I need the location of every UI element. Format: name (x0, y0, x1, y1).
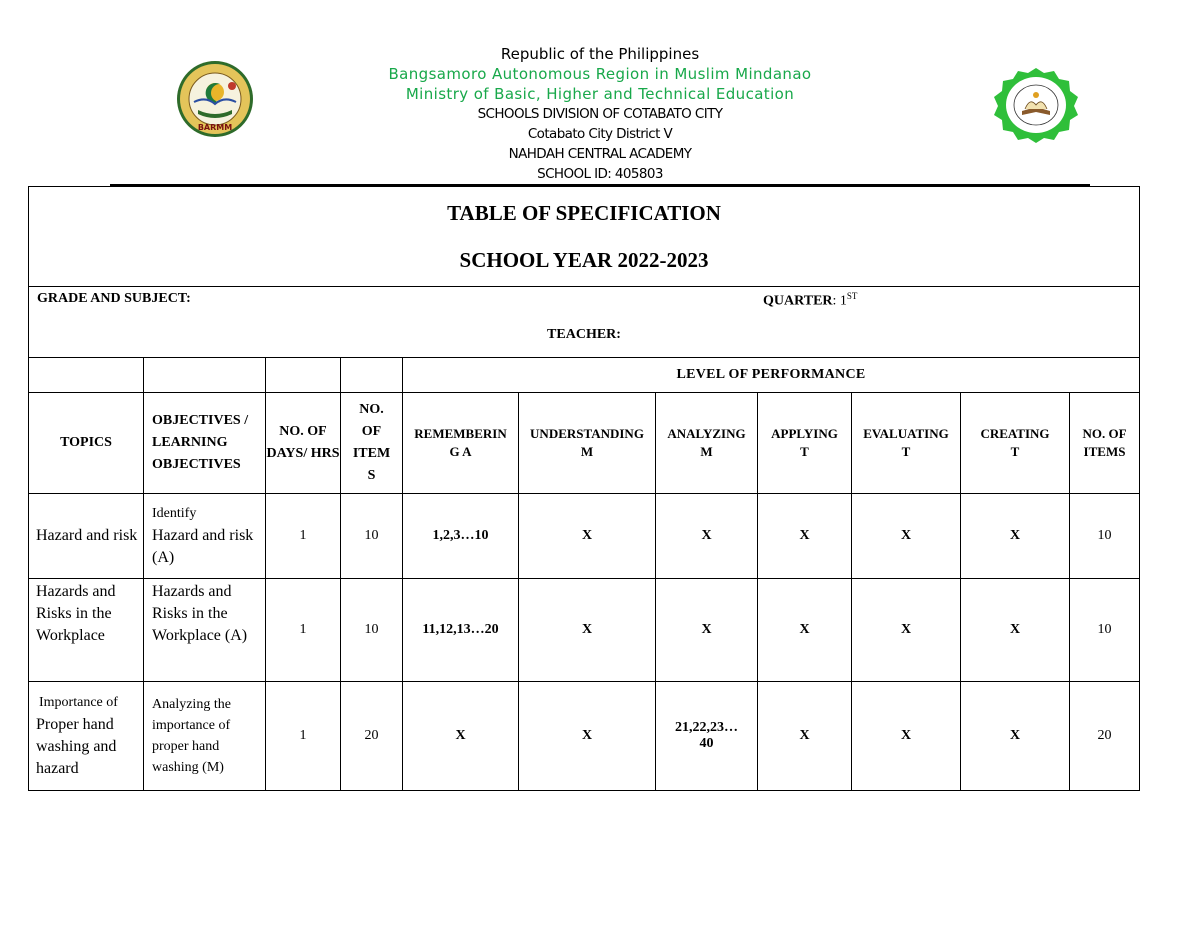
applying-cell: X (758, 682, 852, 791)
header-ministry: Ministry of Basic, Higher and Technical Education (405, 85, 795, 103)
col-header-total-items: NO. OF ITEMS (1070, 393, 1140, 494)
barmm-seal-icon (176, 60, 254, 138)
col-header-evaluating-label: EVALUATING (863, 426, 949, 441)
header-republic: Republic of the Philippines (500, 45, 700, 63)
remembering-cell: 1,2,3…10 (403, 494, 519, 579)
days-cell: 1 (266, 682, 341, 791)
items-cell: 10 (341, 494, 403, 579)
evaluating-cell: X (852, 579, 961, 682)
days-cell: 1 (266, 494, 341, 579)
header-school-name: NAHDAH CENTRAL ACADEMY (508, 146, 692, 162)
remembering-cell: 11,12,13…20 (403, 579, 519, 682)
teacher-label: TEACHER: (547, 327, 621, 342)
evaluating-cell: X (852, 682, 961, 791)
understanding-cell: X (519, 494, 656, 579)
table-row (29, 494, 1140, 579)
document-title: TABLE OF SPECIFICATION (447, 200, 721, 225)
col-header-applying-code: T (800, 444, 809, 459)
table-row (29, 682, 1140, 791)
analyzing-cell: X (656, 579, 758, 682)
topic-cell: Hazard and risk (29, 494, 144, 579)
col-header-objectives: OBJECTIVES / LEARNING OBJECTIVES (144, 393, 266, 494)
col-header-creating-label: CREATING (980, 426, 1050, 441)
creating-cell: X (961, 682, 1070, 791)
title-block (29, 187, 1140, 287)
understanding-cell: X (519, 579, 656, 682)
col-header-analyzing (656, 393, 758, 494)
table-of-specification (28, 186, 1140, 791)
col-header-understanding-label: UNDERSTANDING (530, 426, 644, 441)
table-row (29, 579, 1140, 682)
barmm-seal-text: BARMM (197, 123, 233, 132)
objective-cell (144, 494, 266, 579)
header-region: Bangsamoro Autonomous Region in Muslim Mindanao (388, 65, 812, 83)
col-header-applying (758, 393, 852, 494)
col-header-items-line: ITEM (352, 446, 391, 461)
total-items-cell: 10 (1070, 494, 1140, 579)
col-header-creating-code: T (1010, 444, 1020, 459)
col-header-evaluating (852, 393, 961, 494)
col-header-creating (961, 393, 1070, 494)
col-header-analyzing-code: M (700, 444, 713, 459)
col-header-analyzing-label: ANALYZING (667, 426, 746, 441)
col-header-topics: TOPICS (29, 393, 144, 494)
total-items-cell: 10 (1070, 579, 1140, 682)
blank-cell (144, 358, 266, 393)
col-header-remembering-line: REMEMBERIN (414, 426, 507, 441)
quarter-label: QUARTER (763, 293, 833, 309)
analyzing-cell (656, 682, 758, 791)
header-school-id: SCHOOL ID: 405803 (537, 166, 663, 182)
nahdah-academy-seal-icon (992, 67, 1080, 143)
applying-cell: X (758, 494, 852, 579)
quarter-suffix: ST (846, 291, 858, 301)
days-cell: 1 (266, 579, 341, 682)
objective-cell: Hazards and Risks in the Workplace (A) (144, 579, 266, 682)
grade-subject-label: GRADE AND SUBJECT: (37, 291, 191, 306)
understanding-cell: X (519, 682, 656, 791)
objective-text: Hazard and risk (A) (152, 527, 254, 566)
blank-cell (266, 358, 341, 393)
applying-cell: X (758, 579, 852, 682)
col-header-remembering-line: G A (449, 444, 472, 459)
analyzing-range-end: 40 (699, 736, 714, 751)
items-cell: 20 (341, 682, 403, 791)
col-header-remembering (403, 393, 519, 494)
remembering-cell: X (403, 682, 519, 791)
items-cell: 10 (341, 579, 403, 682)
col-header-items-line: S (367, 468, 376, 483)
topic-cell: Hazards and Risks in the Workplace (29, 579, 144, 682)
analyzing-range: 21,22,23… (675, 720, 738, 735)
topic-cell (29, 682, 144, 791)
col-header-items-line: OF (361, 424, 382, 439)
objective-verb: Identify (152, 506, 197, 521)
col-header-applying-label: APPLYING (771, 426, 838, 441)
evaluating-cell: X (852, 494, 961, 579)
school-year: SCHOOL YEAR 2022-2023 (459, 247, 709, 272)
level-of-performance-header: LEVEL OF PERFORMANCE (403, 358, 1140, 393)
topic-line: Proper hand washing and hazard (36, 716, 117, 777)
quarter-value: : 1 (832, 293, 847, 309)
objective-cell: Analyzing the importance of proper hand washing (M) (144, 682, 266, 791)
total-items-cell: 20 (1070, 682, 1140, 791)
analyzing-cell: X (656, 494, 758, 579)
header-district: Cotabato City District V (527, 126, 673, 142)
col-header-understanding (519, 393, 656, 494)
col-header-understanding-code: M (580, 444, 594, 459)
quarter-field (763, 291, 857, 310)
blank-cell (341, 358, 403, 393)
creating-cell: X (961, 494, 1070, 579)
col-header-items (341, 393, 403, 494)
col-header-items-line: NO. (359, 402, 384, 417)
blank-cell (29, 358, 144, 393)
topic-line: Importance of (39, 695, 118, 710)
header-division: SCHOOLS DIVISION OF COTABATO CITY (477, 106, 723, 122)
col-header-evaluating-code: T (901, 444, 911, 459)
col-header-days: NO. OF DAYS/ HRS (266, 393, 341, 494)
info-block (29, 287, 1140, 358)
creating-cell: X (961, 579, 1070, 682)
